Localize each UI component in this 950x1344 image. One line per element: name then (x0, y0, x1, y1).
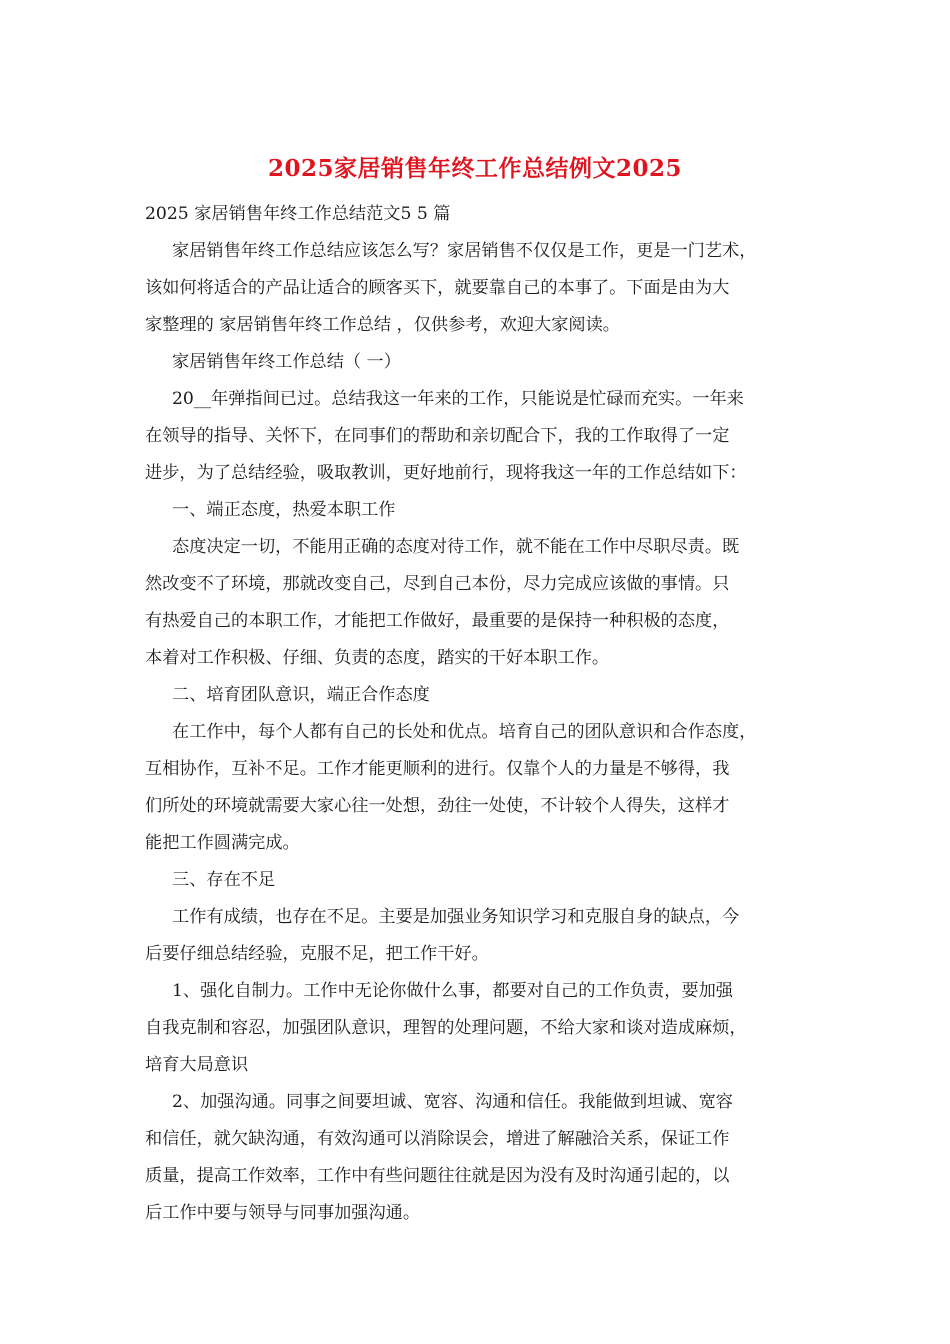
document-body (145, 196, 810, 1232)
document-title: 2025家居销售年终工作总结例文2025 (267, 155, 683, 182)
paragraph-line: 在领导的指导、关怀下，在同事们的帮助和亲切配合下，我的工作取得了一定 (145, 426, 730, 446)
list-item-line: 和信任，就欠缺沟通，有效沟通可以消除误会，增进了解融洽关系，保证工作 (145, 1129, 730, 1149)
paragraph-line: 在工作中，每个人都有自己的长处和优点。培育自己的团队意识和合作态度， (172, 722, 757, 742)
paragraph-line: 后要仔细总结经验，克服不足，把工作干好。 (145, 944, 489, 964)
paragraph-line: 们所处的环境就需要大家心往一处想，劲往一处使，不计较个人得失，这样才 (145, 796, 730, 816)
intro-line: 家居销售年终工作总结应该怎么写？家居销售不仅仅是工作，更是一门艺术， (172, 241, 757, 261)
paragraph-line: 本着对工作积极、仔细、负责的态度，踏实的干好本职工作。 (145, 648, 610, 668)
list-item-line: 自我克制和容忍，加强团队意识，理智的处理问题，不给大家和谈对造成麻烦， (145, 1018, 747, 1038)
list-item-line: 后工作中要与领导与同事加强沟通。 (145, 1203, 421, 1223)
paragraph-line: 态度决定一切，不能用正确的态度对待工作，就不能在工作中尽职尽责。既 (172, 537, 740, 557)
paragraph-line: 然改变不了环境，那就改变自己，尽到自己本份，尽力完成应该做的事情。只 (145, 574, 730, 594)
intro-line: 家整理的 家居销售年终工作总结 ，仅供参考，欢迎大家阅读。 (145, 315, 620, 335)
intro-line: 该如何将适合的产品让适合的顾客买下，就要靠自己的本事了。下面是由为大 (145, 278, 730, 298)
paragraph-line: 有热爱自己的本职工作，才能把工作做好，最重要的是保持一种积极的态度， (145, 611, 730, 631)
paragraph-line: 20__年弹指间已过。总结我这一年来的工作，只能说是忙碌而充实。一年来 (172, 389, 744, 409)
paragraph-line: 互相协作，互补不足。工作才能更顺利的进行。仅靠个人的力量是不够得，我 (145, 759, 730, 779)
paragraph-line: 工作有成绩，也存在不足。主要是加强业务知识学习和克服自身的缺点，今 (172, 907, 740, 927)
list-item-line: 质量，提高工作效率，工作中有些问题往往就是因为没有及时沟通引起的，以 (145, 1166, 730, 1186)
paragraph-line: 能把工作圆满完成。 (145, 833, 300, 853)
section-heading: 一、端正态度，热爱本职工作 (172, 500, 396, 520)
section-heading: 家居销售年终工作总结（ 一） (172, 352, 401, 372)
list-item-line: 培育大局意识 (145, 1055, 249, 1075)
list-item-line: 2、加强沟通。同事之间要坦诚、宽容、沟通和信任。我能做到坦诚、宽容 (172, 1092, 733, 1112)
list-item-line: 1、强化自制力。工作中无论你做什么事，都要对自己的工作负责，要加强 (172, 981, 733, 1001)
subtitle-line: 2025 家居销售年终工作总结范文5 5 篇 (145, 204, 451, 224)
paragraph-line: 进步，为了总结经验，吸取教训，更好地前行，现将我这一年的工作总结如下： (145, 463, 747, 483)
section-heading: 二、培育团队意识，端正合作态度 (172, 685, 430, 705)
section-heading: 三、存在不足 (172, 870, 276, 890)
